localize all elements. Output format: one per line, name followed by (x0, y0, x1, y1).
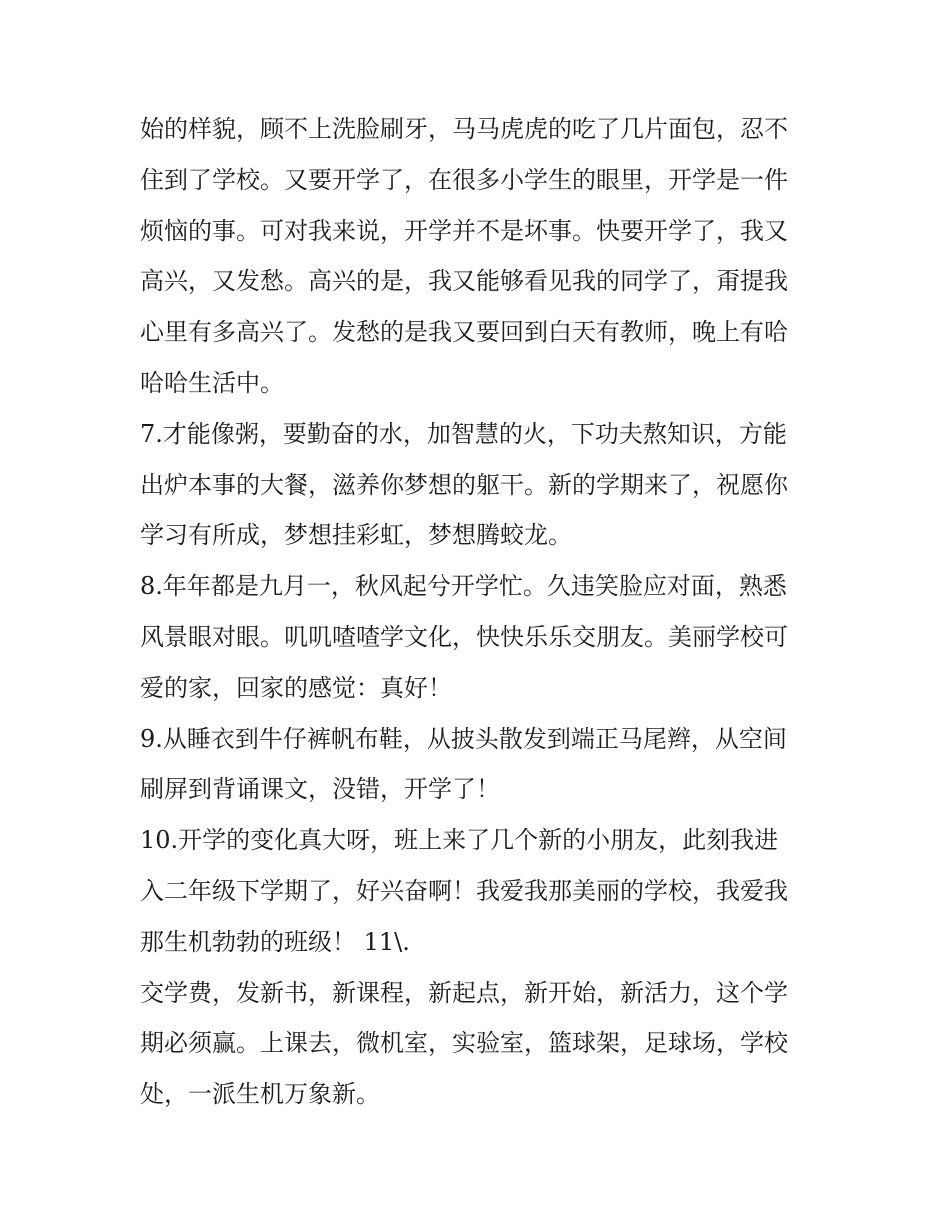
text-line: 哈哈生活中。 (140, 368, 284, 397)
text-line: 8.年年都是九月一，秋风起兮开学忙。久违笑脸应对面，熟悉 (140, 572, 787, 601)
text-line: 处，一派生机万象新。 (140, 1080, 380, 1109)
text-line: 9.从睡衣到牛仔裤帆布鞋，从披头散发到端正马尾辫，从空间 (140, 724, 787, 753)
text-line: 7.才能像粥，要勤奋的水，加智慧的火，下功夫熬知识，方能 (140, 419, 787, 448)
text-line: 高兴，又发愁。高兴的是，我又能够看见我的同学了，甭提我 (140, 267, 788, 296)
text-line: 风景眼对眼。叽叽喳喳学文化，快快乐乐交朋友。美丽学校可 (140, 622, 788, 651)
text-line: 交学费，发新书，新课程，新起点，新开始，新活力，这个学 (140, 978, 788, 1007)
text-line: 住到了学校。又要开学了，在很多小学生的眼里，开学是一件 (140, 165, 788, 194)
text-line: 学习有所成，梦想挂彩虹，梦想腾蛟龙。 (140, 521, 572, 550)
text-line: 期必须赢。上课去，微机室，实验室，篮球架，足球场，学校 (140, 1029, 788, 1058)
text-line: 始的样貌，顾不上洗脸刷牙，马马虎虎的吃了几片面包，忍不 (140, 115, 788, 143)
body-text (140, 104, 820, 1120)
text-line: 刷屏到背诵课文，没错，开学了！ (140, 775, 500, 804)
text-line: 入二年级下学期了，好兴奋啊！我爱我那美丽的学校，我爱我 (140, 876, 788, 905)
text-line: 10.开学的变化真大呀，班上来了几个新的小朋友，此刻我进 (140, 826, 779, 855)
text-line: 那生机勃勃的班级！ 11\. (140, 927, 410, 956)
text-line: 出炉本事的大餐，滋养你梦想的躯干。新的学期来了，祝愿你 (140, 470, 788, 499)
text-line: 心里有多高兴了。发愁的是我又要回到白天有教师，晚上有哈 (140, 318, 788, 347)
text-line: 爱的家，回家的感觉：真好！ (140, 673, 452, 702)
text-line: 烦恼的事。可对我来说，开学并不是坏事。快要开学了，我又 (140, 216, 788, 245)
